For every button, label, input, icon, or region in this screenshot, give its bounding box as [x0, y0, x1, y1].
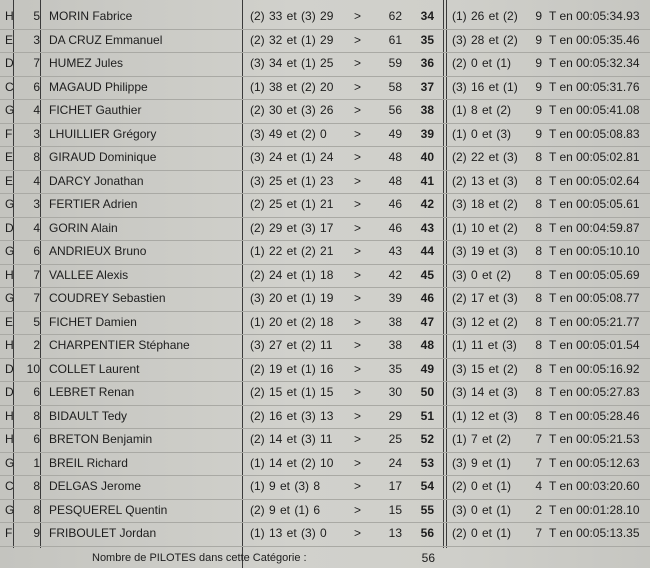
laps-count: 8: [535, 314, 542, 329]
arrow-mark: >: [354, 502, 362, 517]
arrow-mark: >: [354, 314, 362, 329]
lap-time: T en 00:05:08.77: [549, 291, 640, 305]
heat-scores: (2) 16 et (3) 13: [250, 408, 334, 423]
arrow-mark: >: [354, 244, 362, 258]
table-row: [0, 217, 650, 242]
table-row: [0, 52, 650, 77]
group-cell: G: [5, 197, 15, 211]
laps-count: 8: [535, 244, 542, 258]
group-cell: E: [5, 150, 14, 164]
heat-scores: (1) 13 et (3) 0: [250, 526, 327, 540]
heat-scores: (1) 9 et (3) 8: [250, 479, 321, 493]
total-points: 43: [388, 244, 402, 258]
group-cell: F: [5, 126, 13, 141]
heat-scores: (2) 15 et (1) 15: [250, 385, 334, 399]
rank-cell: 49: [420, 361, 434, 376]
heat-scores: (2) 25 et (1) 21: [250, 197, 334, 211]
table-row: [0, 170, 650, 195]
table-footer: [0, 548, 650, 568]
total-points: 24: [388, 455, 402, 470]
laps-count: 8: [535, 361, 542, 376]
laps-count: 7: [535, 432, 542, 446]
group-cell: G: [5, 291, 15, 305]
pilot-name: LEBRET Renan: [49, 385, 135, 399]
lap-time: T en 00:05:13.35: [549, 526, 640, 540]
lap-time: T en 00:05:21.53: [549, 432, 640, 446]
arrow-mark: >: [354, 455, 362, 470]
kart-number: 8: [33, 150, 40, 164]
kart-number: 3: [33, 126, 40, 141]
total-points: 48: [388, 150, 402, 164]
arrow-mark: >: [354, 32, 362, 47]
rank-cell: 35: [420, 32, 434, 47]
lap-time: T en 00:05:27.83: [549, 385, 640, 399]
final-stats: (3) 28 et (2): [452, 32, 518, 47]
final-stats: (3) 14 et (3): [452, 385, 518, 399]
pilot-name: MORIN Fabrice: [49, 9, 133, 23]
kart-number: 4: [33, 220, 40, 235]
pilot-name: PESQUEREL Quentin: [49, 502, 168, 517]
arrow-mark: >: [354, 79, 362, 94]
total-points: 46: [388, 197, 402, 211]
arrow-mark: >: [354, 526, 362, 540]
final-stats: (1) 8 et (2): [452, 103, 512, 117]
rank-cell: 34: [420, 9, 434, 23]
laps-count: 2: [535, 502, 542, 517]
lap-time: T en 00:01:28.10: [549, 502, 640, 517]
table-row: [0, 146, 650, 171]
group-cell: G: [5, 502, 15, 517]
heat-scores: (2) 9 et (1) 6: [250, 502, 321, 517]
rank-cell: 54: [420, 479, 434, 493]
group-cell: F: [5, 526, 13, 540]
arrow-mark: >: [354, 150, 362, 164]
group-cell: H: [5, 267, 14, 282]
rank-cell: 47: [420, 314, 434, 329]
group-cell: E: [5, 173, 14, 188]
table-row: [0, 5, 650, 30]
group-cell: E: [5, 32, 14, 47]
total-points: 13: [388, 526, 402, 540]
final-stats: (1) 26 et (2): [452, 9, 518, 23]
final-stats: (2) 0 et (1): [452, 526, 512, 540]
rank-cell: 37: [420, 79, 434, 94]
total-points: 30: [388, 385, 402, 399]
final-stats: (3) 19 et (3): [452, 244, 518, 258]
lap-time: T en 00:05:34.93: [549, 9, 640, 23]
lap-time: T en 00:05:28.46: [549, 408, 640, 423]
rank-cell: 44: [420, 244, 434, 258]
total-points: 61: [388, 32, 402, 47]
kart-number: 6: [33, 79, 40, 94]
total-points: 42: [388, 267, 402, 282]
total-points: 17: [388, 479, 402, 493]
lap-time: T en 00:05:05.61: [549, 197, 640, 211]
final-stats: (1) 11 et (3): [452, 338, 517, 352]
rank-cell: 36: [420, 56, 434, 70]
rank-cell: 43: [420, 220, 434, 235]
heat-scores: (1) 38 et (2) 20: [250, 79, 334, 94]
kart-number: 7: [33, 56, 40, 70]
pilot-name: HUMEZ Jules: [49, 56, 124, 70]
final-stats: (1) 10 et (2): [452, 220, 518, 235]
rank-cell: 50: [420, 385, 434, 399]
kart-number: 6: [33, 385, 40, 399]
arrow-mark: >: [354, 479, 362, 493]
final-stats: (1) 0 et (3): [452, 126, 512, 141]
heat-scores: (2) 29 et (3) 17: [250, 220, 334, 235]
lap-time: T en 00:05:01.54: [549, 338, 640, 352]
final-stats: (3) 12 et (2): [452, 314, 518, 329]
kart-number: 2: [33, 338, 40, 352]
pilot-name: LHUILLIER Grégory: [49, 126, 157, 141]
pilot-name: BRETON Benjamin: [49, 432, 153, 446]
laps-count: 9: [535, 32, 542, 47]
heat-scores: (2) 30 et (3) 26: [250, 103, 334, 117]
rank-cell: 55: [420, 502, 434, 517]
laps-count: 8: [535, 338, 542, 352]
table-row: [0, 358, 650, 383]
lap-time: T en 00:05:35.46: [549, 32, 640, 47]
pilot-name: FICHET Damien: [49, 314, 137, 329]
kart-number: 5: [33, 9, 40, 23]
laps-count: 8: [535, 173, 542, 188]
group-cell: C: [5, 79, 14, 94]
kart-number: 4: [33, 103, 40, 117]
group-cell: D: [5, 220, 14, 235]
lap-time: T en 00:03:20.60: [549, 479, 640, 493]
total-points: 62: [388, 9, 402, 23]
heat-scores: (1) 22 et (2) 21: [250, 244, 334, 258]
total-points: 15: [388, 502, 402, 517]
heat-scores: (2) 14 et (3) 11: [250, 432, 333, 446]
heat-scores: (3) 20 et (1) 19: [250, 291, 334, 305]
final-stats: (3) 0 et (2): [452, 267, 512, 282]
total-points: 49: [388, 126, 402, 141]
group-cell: H: [5, 408, 14, 423]
group-cell: D: [5, 361, 14, 376]
arrow-mark: >: [354, 338, 362, 352]
arrow-mark: >: [354, 291, 362, 305]
table-row: [0, 29, 650, 54]
rank-cell: 39: [420, 126, 434, 141]
laps-count: 8: [535, 267, 542, 282]
pilot-name: MAGAUD Philippe: [49, 79, 148, 94]
lap-time: T en 00:05:31.76: [549, 79, 640, 94]
pilot-name: FRIBOULET Jordan: [49, 526, 157, 540]
pilot-name: GIRAUD Dominique: [49, 150, 157, 164]
lap-time: T en 00:05:10.10: [549, 244, 640, 258]
arrow-mark: >: [354, 267, 362, 282]
total-points: 35: [388, 361, 402, 376]
lap-time: T en 00:05:12.63: [549, 455, 640, 470]
laps-count: 8: [535, 220, 542, 235]
table-row: [0, 99, 650, 124]
lap-time: T en 00:05:21.77: [549, 314, 640, 329]
total-points: 48: [388, 173, 402, 188]
laps-count: 9: [535, 56, 542, 70]
final-stats: (3) 9 et (1): [452, 455, 512, 470]
kart-number: 5: [33, 314, 40, 329]
table-row: [0, 475, 650, 500]
pilot-name: BREIL Richard: [49, 455, 128, 470]
arrow-mark: >: [354, 432, 362, 446]
table-row: [0, 499, 650, 524]
laps-count: 9: [535, 103, 542, 117]
rank-cell: 53: [420, 455, 434, 470]
final-stats: (1) 7 et (2): [452, 432, 512, 446]
total-points: 56: [388, 103, 402, 117]
laps-count: 8: [535, 291, 542, 305]
group-cell: E: [5, 314, 14, 329]
final-stats: (2) 22 et (3): [452, 150, 518, 164]
final-stats: (3) 16 et (1): [452, 79, 518, 94]
pilot-count-value: 56: [421, 551, 435, 565]
lap-time: T en 00:05:02.64: [549, 173, 640, 188]
laps-count: 7: [535, 455, 542, 470]
rank-cell: 40: [420, 150, 434, 164]
lap-time: T en 00:05:41.08: [549, 103, 640, 117]
rank-cell: 51: [420, 408, 434, 423]
kart-number: 8: [33, 479, 40, 493]
pilot-name: FICHET Gauthier: [49, 103, 142, 117]
table-row: [0, 76, 650, 101]
heat-scores: (3) 24 et (1) 24: [250, 150, 334, 164]
group-cell: G: [5, 103, 15, 117]
lap-time: T en 00:05:08.83: [549, 126, 640, 141]
total-points: 38: [388, 314, 402, 329]
pilot-name: BIDAULT Tedy: [49, 408, 128, 423]
rank-cell: 38: [420, 103, 434, 117]
final-stats: (2) 0 et (1): [452, 56, 512, 70]
heat-scores: (3) 25 et (1) 23: [250, 173, 334, 188]
table-row: [0, 522, 650, 547]
group-cell: D: [5, 56, 14, 70]
group-cell: G: [5, 244, 15, 258]
kart-number: 3: [33, 197, 40, 211]
heat-scores: (2) 19 et (1) 16: [250, 361, 334, 376]
table-row: [0, 311, 650, 336]
arrow-mark: >: [354, 56, 362, 70]
total-points: 39: [388, 291, 402, 305]
arrow-mark: >: [354, 408, 362, 423]
pilot-name: VALLEE Alexis: [49, 267, 129, 282]
arrow-mark: >: [354, 103, 362, 117]
final-stats: (2) 13 et (3): [452, 173, 518, 188]
rank-cell: 48: [420, 338, 434, 352]
group-cell: H: [5, 432, 14, 446]
total-points: 58: [388, 79, 402, 94]
final-stats: (3) 0 et (1): [452, 502, 512, 517]
pilot-name: COUDREY Sebastien: [49, 291, 166, 305]
kart-number: 3: [33, 32, 40, 47]
lap-time: T en 00:05:16.92: [549, 361, 640, 376]
group-cell: H: [5, 338, 14, 352]
laps-count: 4: [535, 479, 542, 493]
pilot-name: DA CRUZ Emmanuel: [49, 32, 163, 47]
arrow-mark: >: [354, 197, 362, 211]
arrow-mark: >: [354, 9, 362, 23]
arrow-mark: >: [354, 361, 362, 376]
table-row: [0, 381, 650, 406]
total-points: 59: [388, 56, 402, 70]
pilot-count-label: Nombre de PILOTES dans cette Catégorie :: [92, 552, 307, 564]
lap-time: T en 00:05:32.34: [549, 56, 640, 70]
kart-number: 8: [33, 502, 40, 517]
rank-cell: 41: [420, 173, 434, 188]
group-cell: G: [5, 455, 15, 470]
pilot-name: DELGAS Jerome: [49, 479, 142, 493]
rank-cell: 42: [420, 197, 434, 211]
rank-cell: 56: [420, 526, 434, 540]
kart-number: 6: [33, 432, 40, 446]
arrow-mark: >: [354, 126, 362, 141]
rank-cell: 45: [420, 267, 434, 282]
lap-time: T en 00:05:02.81: [549, 150, 640, 164]
laps-count: 8: [535, 385, 542, 399]
table-row: [0, 428, 650, 453]
laps-count: 9: [535, 126, 542, 141]
group-cell: H: [5, 9, 14, 23]
arrow-mark: >: [354, 385, 362, 399]
kart-number: 6: [33, 244, 40, 258]
arrow-mark: >: [354, 220, 362, 235]
kart-number: 7: [33, 291, 40, 305]
final-stats: (2) 17 et (3): [452, 291, 518, 305]
table-row: [0, 452, 650, 477]
laps-count: 8: [535, 408, 542, 423]
kart-number: 1: [33, 455, 40, 470]
table-row: [0, 334, 650, 359]
rank-cell: 46: [420, 291, 434, 305]
pilot-name: FERTIER Adrien: [49, 197, 138, 211]
total-points: 29: [388, 408, 402, 423]
kart-number: 9: [33, 526, 40, 540]
pilot-name: COLLET Laurent: [49, 361, 140, 376]
final-stats: (3) 15 et (2): [452, 361, 518, 376]
laps-count: 9: [535, 79, 542, 94]
heat-scores: (2) 33 et (3) 29: [250, 9, 334, 23]
heat-scores: (3) 49 et (2) 0: [250, 126, 327, 141]
pilot-name: DARCY Jonathan: [49, 173, 144, 188]
heat-scores: (1) 14 et (2) 10: [250, 455, 334, 470]
kart-number: 7: [33, 267, 40, 282]
table-row: [0, 193, 650, 218]
heat-scores: (3) 34 et (1) 25: [250, 56, 334, 70]
group-cell: D: [5, 385, 14, 399]
heat-scores: (2) 32 et (1) 29: [250, 32, 334, 47]
heat-scores: (1) 20 et (2) 18: [250, 314, 334, 329]
table-row: [0, 287, 650, 312]
group-cell: C: [5, 479, 14, 493]
final-stats: (1) 12 et (3): [452, 408, 518, 423]
pilot-name: CHARPENTIER Stéphane: [49, 338, 190, 352]
laps-count: 8: [535, 150, 542, 164]
table-row: [0, 405, 650, 430]
table-row: [0, 240, 650, 265]
rank-cell: 52: [420, 432, 434, 446]
pilot-name: ANDRIEUX Bruno: [49, 244, 147, 258]
final-stats: (2) 0 et (1): [452, 479, 512, 493]
table-row: [0, 123, 650, 148]
table-row: [0, 264, 650, 289]
laps-count: 9: [535, 9, 542, 23]
total-points: 46: [388, 220, 402, 235]
kart-number: 8: [33, 408, 40, 423]
kart-number: 10: [26, 361, 40, 376]
total-points: 25: [388, 432, 402, 446]
heat-scores: (3) 27 et (2) 11: [250, 338, 333, 352]
lap-time: T en 00:04:59.87: [549, 220, 640, 235]
laps-count: 8: [535, 197, 542, 211]
heat-scores: (2) 24 et (1) 18: [250, 267, 334, 282]
kart-number: 4: [33, 173, 40, 188]
laps-count: 7: [535, 526, 542, 540]
final-stats: (3) 18 et (2): [452, 197, 518, 211]
lap-time: T en 00:05:05.69: [549, 267, 640, 282]
pilot-name: GORIN Alain: [49, 220, 118, 235]
arrow-mark: >: [354, 173, 362, 188]
total-points: 38: [388, 338, 402, 352]
